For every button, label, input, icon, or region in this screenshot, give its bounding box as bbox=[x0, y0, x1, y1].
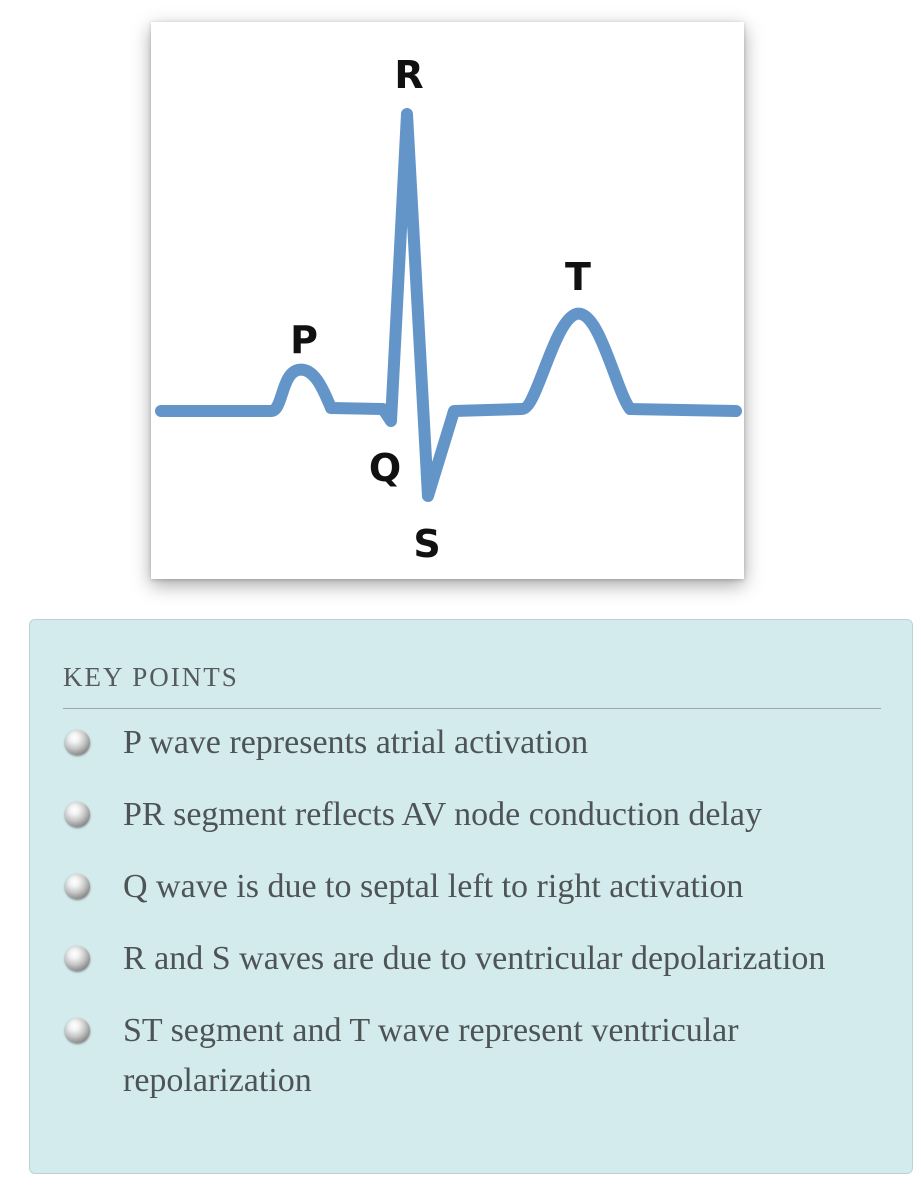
p-wave-label: P bbox=[290, 318, 318, 362]
key-point-text: P wave represents atrial activation bbox=[123, 724, 589, 761]
list-item bbox=[58, 790, 888, 840]
bullet-icon bbox=[65, 730, 90, 755]
key-points-heading: KEY POINTS bbox=[63, 662, 239, 692]
bullet-icon bbox=[65, 874, 90, 899]
key-point-text: R and S waves are due to ventricular depolarization bbox=[123, 940, 826, 977]
bullet-icon bbox=[65, 946, 90, 971]
q-wave-label: Q bbox=[368, 446, 402, 490]
key-point-text: Q wave is due to septal left to right activation bbox=[123, 868, 744, 905]
list-item bbox=[58, 1006, 888, 1106]
heading-divider bbox=[63, 708, 881, 709]
key-points-list bbox=[58, 718, 888, 1128]
key-point-text: ST segment and T wave represent ventricular repolarization bbox=[123, 1012, 739, 1099]
ecg-trace-line bbox=[161, 114, 736, 496]
key-points-box bbox=[29, 619, 913, 1174]
r-wave-label: R bbox=[394, 53, 424, 97]
ecg-diagram-card bbox=[151, 22, 744, 579]
s-wave-label: S bbox=[413, 522, 441, 566]
list-item bbox=[58, 862, 888, 912]
key-point-text: PR segment reflects AV node conduction delay bbox=[123, 796, 762, 833]
list-item bbox=[58, 934, 888, 984]
list-item bbox=[58, 718, 888, 768]
t-wave-label: T bbox=[565, 255, 591, 299]
ecg-waveform-diagram bbox=[151, 22, 744, 579]
bullet-icon bbox=[65, 1018, 90, 1043]
bullet-icon bbox=[65, 802, 90, 827]
